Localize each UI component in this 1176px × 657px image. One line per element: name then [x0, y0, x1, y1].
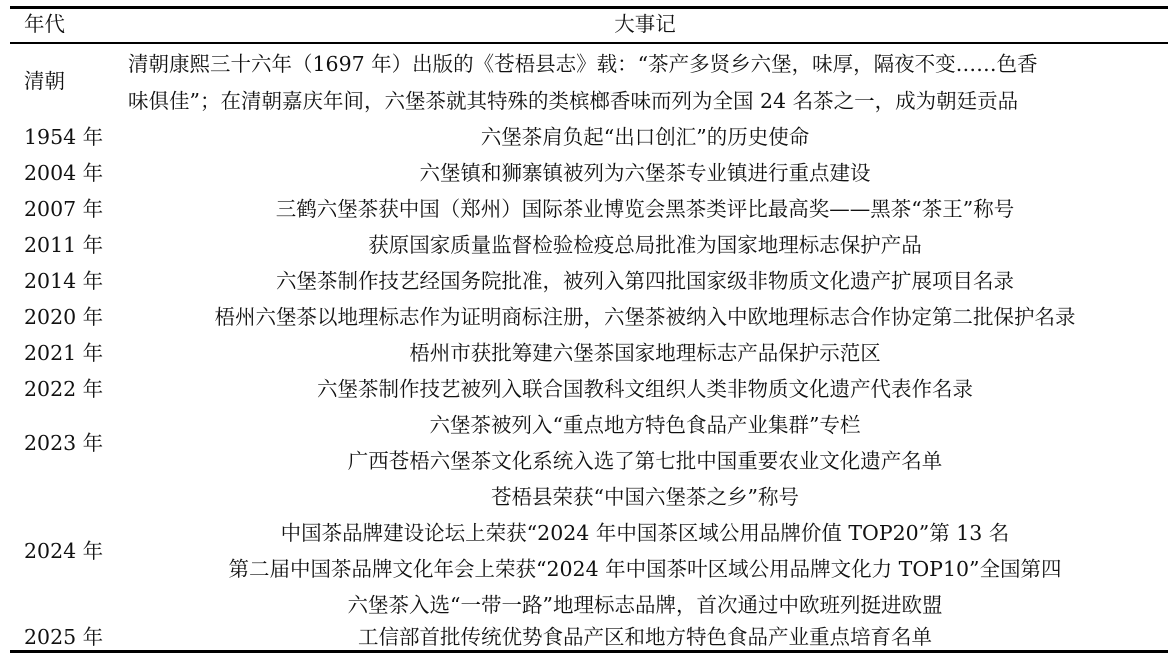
row-year-2014: 2014 年 [24, 269, 104, 293]
row-event-2023-line-1: 六堡茶被列入“重点地方特色食品产业集群”专栏 [429, 413, 861, 437]
row-event-2024-line-4: 六堡茶入选“一带一路”地理标志品牌，首次通过中欧班列挺进欧盟 [347, 593, 943, 617]
table-top-rule [10, 6, 1168, 9]
row-event-2024-line-2: 中国茶品牌建设论坛上荣获“2024 年中国茶区域公用品牌价值 TOP20”第 13 名 [280, 521, 1010, 545]
row-event-qing-line-1: 清朝康熙三十六年（1697 年）出版的《苍梧县志》载：“茶产多贤乡六堡，味厚，隔夜不变……色香 [128, 52, 1038, 76]
row-event-qing-line-2: 味俱佳”；在清朝嘉庆年间，六堡茶就其特殊的类槟榔香味而列为全国 24 名茶之一，成为朝廷贡品 [128, 89, 1019, 113]
row-event-2011: 获原国家质量监督检验检疫总局批准为国家地理标志保护产品 [368, 233, 922, 257]
row-event-2021: 梧州市获批筹建六堡茶国家地理标志产品保护示范区 [409, 341, 881, 365]
row-year-2011: 2011 年 [24, 233, 104, 257]
row-year-2021: 2021 年 [24, 341, 104, 365]
milestones-table [10, 6, 1168, 653]
row-year-1954: 1954 年 [24, 125, 104, 149]
row-event-2004: 六堡镇和狮寨镇被列为六堡茶专业镇进行重点建设 [419, 161, 871, 185]
row-event-2014: 六堡茶制作技艺经国务院批准，被列入第四批国家级非物质文化遗产扩展项目名录 [276, 269, 1014, 293]
row-event-2022: 六堡茶制作技艺被列入联合国教科文组织人类非物质文化遗产代表作名录 [317, 377, 973, 401]
row-event-2020: 梧州六堡茶以地理标志作为证明商标注册，六堡茶被纳入中欧地理标志合作协定第二批保护名录 [214, 305, 1076, 329]
table-header-rule [10, 42, 1168, 44]
row-year-2023: 2023 年 [24, 431, 104, 455]
row-event-2025: 工信部首批传统优势食品产区和地方特色食品产业重点培育名单 [358, 625, 932, 649]
column-header-year: 年代 [24, 12, 65, 36]
row-event-2024-line-1: 苍梧县荣获“中国六堡茶之乡”称号 [491, 485, 799, 509]
row-event-2023-line-2: 广西苍梧六堡茶文化系统入选了第七批中国重要农业文化遗产名单 [347, 449, 943, 473]
row-year-2007: 2007 年 [24, 197, 104, 221]
row-event-1954: 六堡茶肩负起“出口创汇”的历史使命 [480, 125, 810, 149]
row-year-qing: 清朝 [24, 69, 65, 93]
row-year-2004: 2004 年 [24, 161, 104, 185]
row-year-2020: 2020 年 [24, 305, 104, 329]
row-year-2022: 2022 年 [24, 377, 104, 401]
row-event-2024-line-3: 第二届中国茶品牌文化年会上荣获“2024 年中国茶叶区域公用品牌文化力 TOP10”全国第四 [228, 557, 1062, 581]
row-year-2024: 2024 年 [24, 539, 104, 563]
row-year-2025: 2025 年 [24, 625, 104, 649]
row-event-2007: 三鹤六堡茶获中国（郑州）国际茶业博览会黑茶类评比最高奖——黑茶“茶王”称号 [275, 197, 1015, 221]
column-header-events: 大事记 [614, 12, 676, 36]
